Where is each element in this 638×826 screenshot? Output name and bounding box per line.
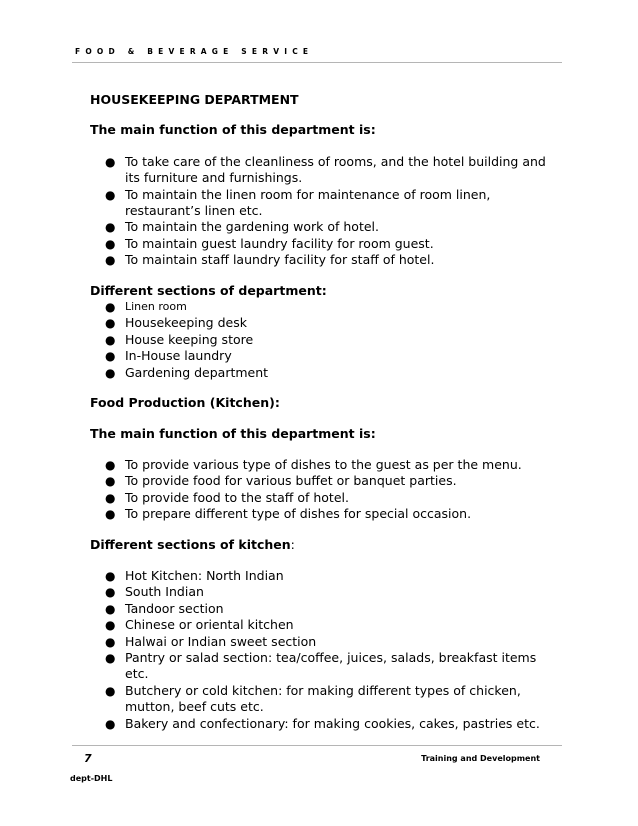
footer-divider <box>72 745 562 746</box>
header-divider <box>72 62 562 63</box>
bullet-icon: ● <box>105 220 116 235</box>
list-item: ● Pantry or salad section: tea/coffee, juices, salads, breakfast items etc. <box>105 649 537 682</box>
list-item: ● Halwai or Indian sweet section <box>105 633 317 649</box>
bullet-icon: ● <box>105 236 116 251</box>
list-item: ● In-House laundry <box>105 348 232 364</box>
list-item: ● Chinese or oriental kitchen <box>105 617 294 633</box>
bullet-icon: ● <box>105 618 116 633</box>
list-item: ● House keeping store <box>105 331 254 347</box>
list-item: ● To provide food to the staff of hotel. <box>105 489 349 505</box>
housekeeping-functions-list <box>90 154 560 269</box>
list-item: ● Butchery or cold kitchen: for making different types of chicken, mutton, beef cuts etc. <box>105 682 521 715</box>
list-item: ● South Indian <box>105 584 204 600</box>
housekeeping-function-heading: The main function of this department is: <box>90 122 376 138</box>
food-production-functions-list <box>90 457 560 523</box>
bullet-icon: ● <box>105 365 116 380</box>
bullet-icon: ● <box>105 316 116 331</box>
bullet-icon: ● <box>105 154 116 169</box>
list-item: ● To maintain staff laundry facility for staff of hotel. <box>105 252 435 268</box>
bullet-icon: ● <box>105 490 116 505</box>
bullet-icon: ● <box>105 253 116 268</box>
document-body <box>90 92 560 732</box>
housekeeping-sections-list <box>90 299 560 381</box>
food-production-title: Food Production (Kitchen): <box>90 395 280 411</box>
bullet-icon: ● <box>105 683 116 698</box>
list-item: ● To prepare different type of dishes for special occasion. <box>105 506 472 522</box>
bullet-icon: ● <box>105 716 116 731</box>
bullet-icon: ● <box>105 474 116 489</box>
bullet-icon: ● <box>105 457 116 472</box>
bullet-icon: ● <box>105 585 116 600</box>
bullet-icon: ● <box>105 634 116 649</box>
bullet-icon: ● <box>105 187 116 202</box>
list-item: ● Linen room <box>105 300 187 315</box>
list-item: ● Tandoor section <box>105 600 224 616</box>
list-item: ● Gardening department <box>105 364 269 380</box>
bullet-icon: ● <box>105 349 116 364</box>
list-item: ● Housekeeping desk <box>105 315 247 331</box>
food-production-function-heading: The main function of this department is: <box>90 425 376 441</box>
kitchen-sections-list <box>90 568 560 732</box>
footer-department-label: Training and Development <box>421 754 540 763</box>
bullet-icon: ● <box>105 507 116 522</box>
list-item: ● To maintain the gardening work of hotel. <box>105 219 379 235</box>
housekeeping-sections-heading: Different sections of department: <box>90 282 327 298</box>
kitchen-sections-heading: Different sections of kitchen: <box>90 536 295 552</box>
list-item: ● Bakery and confectionary: for making cookies, cakes, pastries etc. <box>105 715 540 731</box>
list-item: ● To provide food for various buffet or banquet parties. <box>105 473 457 489</box>
list-item: ● To maintain the linen room for maintenance of room linen, restaurant’s linen etc. <box>105 186 491 219</box>
list-item: ● To take care of the cleanliness of rooms, and the hotel building and its furniture and furnishings. <box>105 153 546 186</box>
footer-dept-code: dept-DHL <box>70 774 113 783</box>
list-item: ● To provide various type of dishes to the guest as per the menu. <box>105 456 522 472</box>
housekeeping-title: HOUSEKEEPING DEPARTMENT <box>90 92 299 107</box>
list-item: ● To maintain guest laundry facility for room guest. <box>105 235 434 251</box>
bullet-icon: ● <box>105 300 116 315</box>
bullet-icon: ● <box>105 650 116 665</box>
header-title: FOOD & BEVERAGE SERVICE <box>75 47 314 56</box>
bullet-icon: ● <box>105 601 116 616</box>
list-item: ● Hot Kitchen: North Indian <box>105 567 284 583</box>
bullet-icon: ● <box>105 332 116 347</box>
bullet-icon: ● <box>105 568 116 583</box>
page-number: 7 <box>84 752 92 765</box>
